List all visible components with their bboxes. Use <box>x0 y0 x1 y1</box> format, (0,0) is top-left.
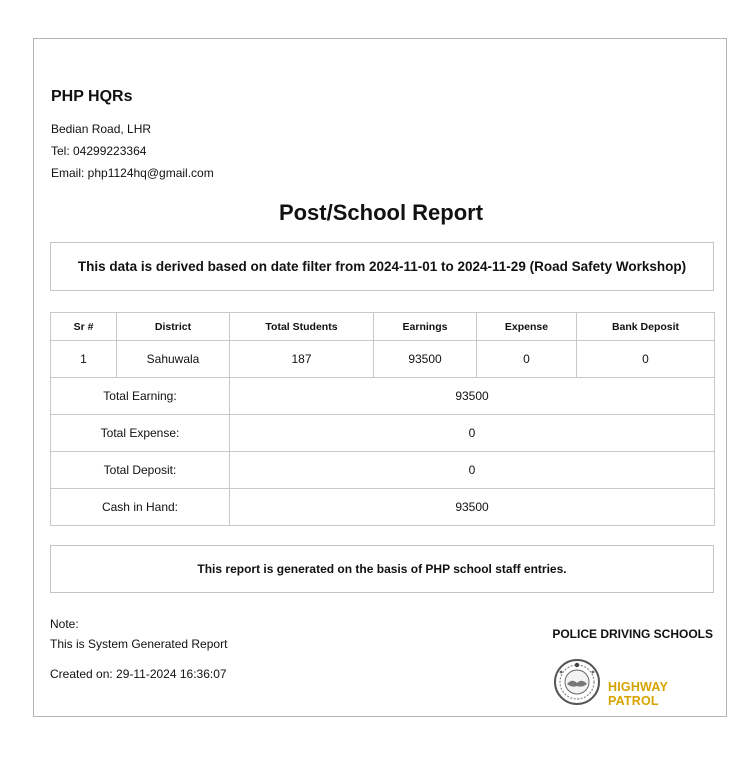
organization-email: Email: php1124hq@gmail.com <box>51 166 214 180</box>
police-driving-schools-label: POLICE DRIVING SCHOOLS <box>552 627 713 641</box>
report-basis-text: This report is generated on the basis of PHP school staff entries. <box>197 562 567 576</box>
cash-in-hand-value: 93500 <box>230 489 715 526</box>
total-expense-row <box>51 415 715 452</box>
total-earning-label: Total Earning: <box>51 378 230 415</box>
police-badge-icon <box>552 657 602 707</box>
column-header-sr: Sr # <box>51 313 117 341</box>
highway-patrol-logo <box>552 657 716 707</box>
total-expense-value: 0 <box>230 415 715 452</box>
date-filter-text: This data is derived based on date filter from 2024-11-01 to 2024-11-29 (Road Safety Workshop) <box>77 259 687 274</box>
organization-name: PHP HQRs <box>51 88 133 105</box>
column-header-expense: Expense <box>477 313 577 341</box>
cash-in-hand-row <box>51 489 715 526</box>
cell-total-students: 187 <box>230 341 374 378</box>
table-header-row <box>51 313 715 341</box>
report-basis-box <box>50 545 714 593</box>
cash-in-hand-label: Cash in Hand: <box>51 489 230 526</box>
total-earning-value: 93500 <box>230 378 715 415</box>
report-sheet <box>33 38 727 717</box>
column-header-earnings: Earnings <box>374 313 477 341</box>
note-text: This is System Generated Report <box>50 637 228 651</box>
report-title: Post/School Report <box>278 200 484 225</box>
created-on: Created on: 29-11-2024 16:36:07 <box>50 667 227 681</box>
note-label: Note: <box>50 617 79 631</box>
date-filter-box <box>50 242 714 291</box>
column-header-district: District <box>117 313 230 341</box>
organization-tel: Tel: 04299223364 <box>51 144 147 158</box>
cell-expense: 0 <box>477 341 577 378</box>
cell-earnings: 93500 <box>374 341 477 378</box>
report-table <box>50 312 715 526</box>
column-header-total-students: Total Students <box>230 313 374 341</box>
total-deposit-value: 0 <box>230 452 715 489</box>
total-deposit-label: Total Deposit: <box>51 452 230 489</box>
cell-sr: 1 <box>51 341 117 378</box>
total-expense-label: Total Expense: <box>51 415 230 452</box>
table-row <box>51 341 715 378</box>
highway-patrol-text: HIGHWAY PATROL <box>608 680 668 708</box>
cell-district: Sahuwala <box>117 341 230 378</box>
organization-address: Bedian Road, LHR <box>51 122 152 136</box>
column-header-bank-deposit: Bank Deposit <box>577 313 715 341</box>
total-deposit-row <box>51 452 715 489</box>
total-earning-row <box>51 378 715 415</box>
cell-bank-deposit: 0 <box>577 341 715 378</box>
